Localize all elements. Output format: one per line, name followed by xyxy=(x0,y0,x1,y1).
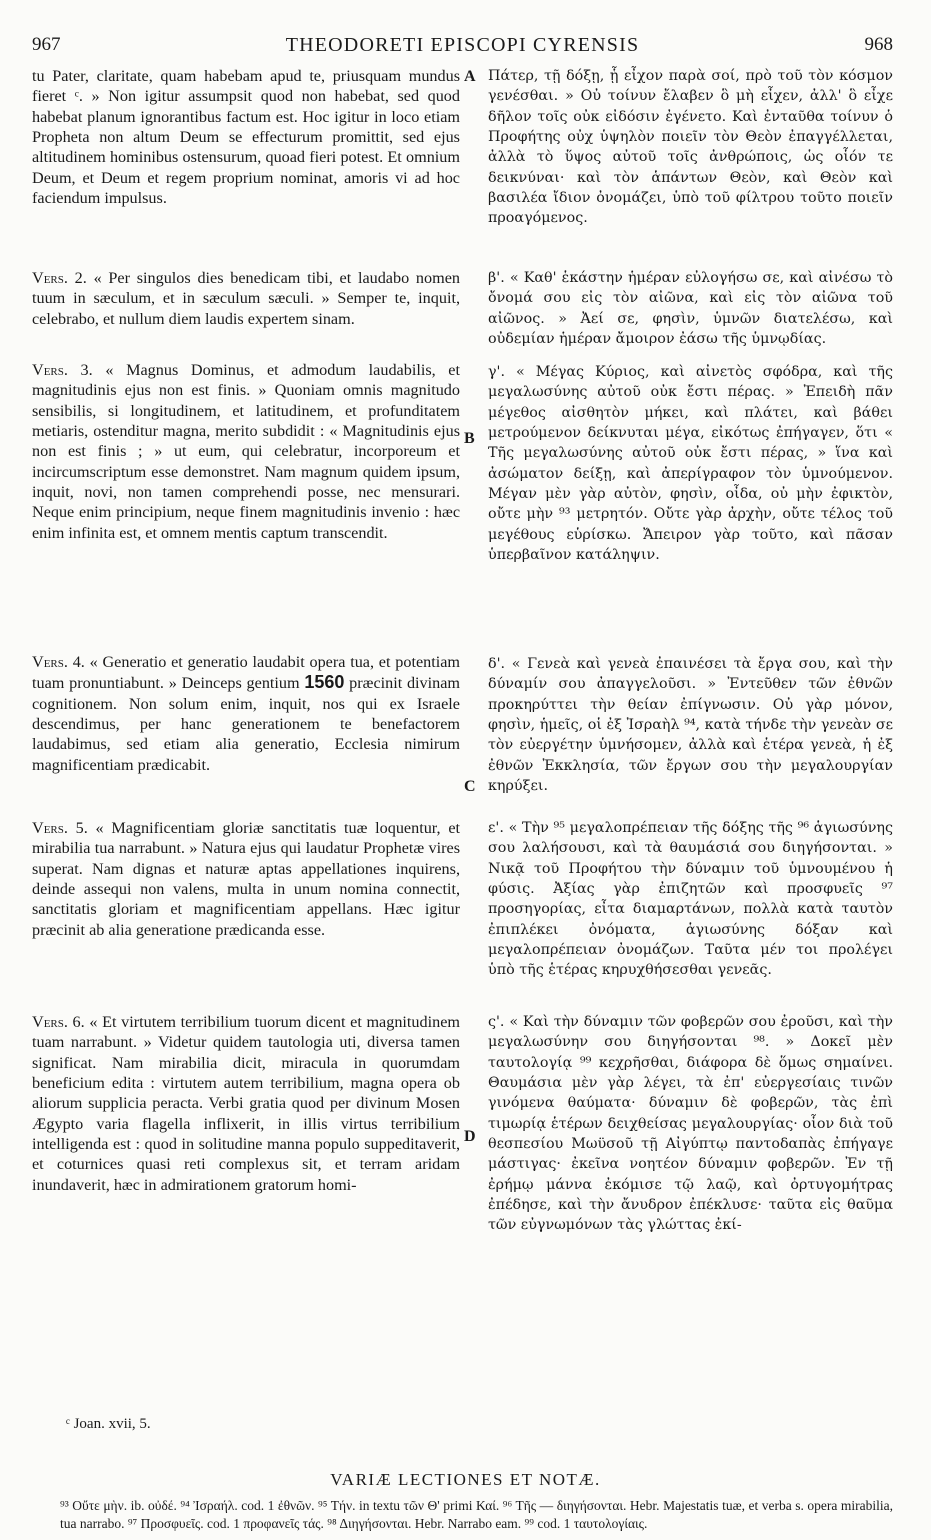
greek-verse-5 xyxy=(488,818,893,981)
running-title: THEODORETI EPISCOPI CYRENSIS xyxy=(285,34,640,56)
verse-label: Vers. 5. xyxy=(32,819,88,837)
page-number-left: 967 xyxy=(32,34,61,55)
latin-verse-5 xyxy=(32,818,460,940)
latin-paragraph-intro xyxy=(32,66,460,208)
migne-column-number: 1560 xyxy=(304,672,345,693)
margin-marker-c: C xyxy=(464,778,476,795)
greek-text: ς'. « Καὶ τὴν δύναμιν τῶν φοβερῶν σου ἐροῦσι, καὶ τὴν μεγαλωσύνην σου διηγήσονται ⁹⁸. » Δοκεῖ μὲν ταυτολογίᾳ ⁹⁹ κεχρῆσθαι, διάφορα δὲ ὅμως σημαίνει. Θαυμάσια μὲν γὰρ λέγει, τὰ ἐπ' εὐεργεσίαις τινῶν γινόμενα θαύματα· δύναμιν δὲ φοβερῶν, τὰς ἐπὶ τιμωρίᾳ ἑτέρων δειχθείσας μεγαλουργίας· οἷον διὰ τοῦ θεσπεσίου Μωϋσοῦ τῇ Αἰγύπτῳ παντοδαπὰς ἐπήγαγε μάστιγας· ἐκεῖνα νοητέον δύναμιν φοβερῶν. Ἐν τῇ ἐρήμῳ μάννα ἐκόμισε τῷ λαῷ, καὶ ὀρτυγομήτρας ἐπέδησε, καὶ τὴν ἄνυδρον ἐπέκλυσε· ταῦτα εἰς θαῦμα τῶν εὐγνωμόνων τὰς γλώττας ἐκί- xyxy=(488,1014,893,1234)
margin-marker-b: B xyxy=(464,430,475,447)
verse-label: Vers. 3. xyxy=(32,361,93,379)
verse-label: Vers. 6. xyxy=(32,1013,85,1031)
latin-verse-4 xyxy=(32,652,460,775)
latin-text: « Per singulos dies benedicam tibi, et laudabo nomen tuum in sæculum, et in sæculum sæculi. » Semper te, inquit, celebrabo, et nullum diem laudis expertem sinam. xyxy=(32,269,460,328)
greek-text: ε'. « Τὴν ⁹⁵ μεγαλοπρέπειαν τῆς δόξης τῆς ⁹⁶ ἁγιωσύνης σου λαλήσουσι, καὶ τὰ θαυμάσιά σου διηγήσονται. » Νικᾷ τοῦ Προφήτου τὴν δύναμιν τοῦ ὑμνουμένου ἡ φύσις. Ἀξίας γὰρ ἐπιζητῶν καὶ προσφυεῖς ⁹⁷ προσηγορίας, εἶτα διαμαρτάνων, πολλὰ κατὰ ταυτὸν ἐπιπλέκει ὀνόματα, ἁγιωσύνης δόξαν καὶ μεγαλοπρέπειαν ὀνομάζων. Ταῦτα μέν τοι προλέγει ὑπὸ τῆς ἑτέρας κηρυχθήσεσθαι γενεᾶς. xyxy=(488,820,893,979)
variant-notes: ⁹³ Οὔτε μὴν. ib. οὐδέ. ⁹⁴ Ἰσραήλ. cod. 1 ἐθνῶν. ⁹⁵ Τήν. in textu τῶν Θ' primi Καί. ⁹⁶ Τῆς — διηγήσονται. Hebr. Majestatis tuæ, et verba s. opera mirabilia, tua narrabo. ⁹⁷ Προσφυεῖς. cod. 1 προφανεῖς τάς. ⁹⁸ Διηγήσονται. Hebr. Narrabo eam. ⁹⁹ cod. 1 ταυτολογίαις. xyxy=(60,1498,893,1531)
latin-verse-3 xyxy=(32,360,460,543)
latin-text: « Generatio et generatio laudabit opera tua, et potentiam tuam pronuntiabunt. » Deinceps gentium xyxy=(32,653,460,693)
page-number-right: 968 xyxy=(864,34,893,55)
footnote: ᶜ Joan. xvii, 5. xyxy=(66,1416,151,1432)
greek-verse-4 xyxy=(488,654,893,796)
verse-label: Vers. 2. xyxy=(32,269,87,287)
greek-text: β'. « Καθ' ἑκάστην ἡμέραν εὐλογήσω σε, καὶ αἰνέσω τὸ ὄνομά σου εἰς τὸν αἰῶνα, καὶ εἰς τὸν αἰῶνα τοῦ αἰῶνος. » Ἀεί σε, φησὶν, ὑμνῶν διατελέσω, καὶ οὐδεμίαν ἡμέραν ἄμοιρον ἐάσω τῆς ὑμνῳδίας. xyxy=(488,270,893,348)
greek-verse-3 xyxy=(488,362,893,565)
latin-verse-2 xyxy=(32,268,460,329)
greek-verse-2 xyxy=(488,268,893,349)
latin-text: tu Pater, claritate, quam habebam apud te, priusquam mundus fieret ᶜ. » Non igitur assumpsit quod non habebat, sed quod habebat planum ignorantibus factum est. Hoc igitur in loco etiam Propheta non altum Deum se effecturum promittit, sed ejus altitudinem hominibus ostensurum, quoad fieri potest. Et omnium Deum, et Deum et regem proprium nominat, amoris vi ad hoc faciendum impulsus. xyxy=(32,67,460,208)
page-header xyxy=(32,34,893,64)
latin-text: « Magnus Dominus, et admodum laudabilis, et magnitudinis ejus non est finis. » Quoniam omnis magnitudo sensibilis, si longitudinem, et latitudinem, et profunditatem metiaris, ostenditur magna, merito subdidit : « Magnitudinis ejus non est finis ; » ut eum, qui celebratur, incorporeum et incircumscriptum esse demonstret. Nam magnum quidem ipsum, inquit, novi, non tamen comprehendi posse, nec mensurari. Neque enim principium, neque finem magnitudinis invenio : hæc enim infinita est, et omnem mentis captum transcendit. xyxy=(32,361,460,542)
latin-verse-6 xyxy=(32,1012,460,1195)
latin-text: « Magnificentiam gloriæ sanctitatis tuæ loquentur, et mirabilia tua narrabunt. » Natura ejus qui laudatur Prophetæ vires superat. Nam dignas et naturæ aptas appellationes inquirens, deinde assequi non valens, multa in unum nomina connectit, sanctitatis gloriam et magnificentiam appellans. Hæc igitur præcinit ab alia generatione prædicanda esse. xyxy=(32,819,461,939)
greek-paragraph-intro xyxy=(488,66,893,229)
greek-verse-6 xyxy=(488,1012,893,1236)
margin-marker-d: D xyxy=(464,1128,476,1145)
greek-text: δ'. « Γενεὰ καὶ γενεὰ ἐπαινέσει τὰ ἔργα σου, καὶ τὴν δύναμίν σου ἀπαγγελοῦσι. » Ἐντεῦθεν τῶν ἐθνῶν προκηρύττει τὴν θείαν ἐπίγνωσιν. Οὐ γὰρ μόνον, φησὶν, ἡμεῖς, οἱ ἐξ Ἰσραὴλ ⁹⁴, κατὰ τήνδε τὴν γενεὰν σε τὸν εὐεργέτην ὑμνήσομεν, ἀλλὰ καὶ ἑτέρα γενεὰ, ἡ ἐξ ἐθνῶν Ἐκκλησία, τῶν ἔργων σου τὴν μεγαλουργίαν κηρύξει. xyxy=(488,656,893,795)
verse-label: Vers. 4. xyxy=(32,653,85,671)
latin-text: præcinit divinam cognitionem. Non solum enim, inquit, nos qui ex Israele descendimus, per hanc generationem te benefactorem laudabimus, sed etiam alia generatio, Ecclesia nimirum magnificentiam prædicabit. xyxy=(32,674,461,774)
margin-marker-a: A xyxy=(464,68,476,85)
greek-text: Πάτερ, τῇ δόξῃ, ᾗ εἶχον παρὰ σοί, πρὸ τοῦ τὸν κόσμον γενέσθαι. » Οὐ τοίνυν ἔλαβεν ὃ μὴ εἶχεν, ἀλλ' ὃ εἶχε δῆλον τοῖς οὐκ εἰδόσιν ἐγένετο. Καὶ ἐνταῦθα τοίνυν ὁ Προφήτης οὐχ ὑψηλὸν ποιεῖν τὸν Θεὸν ἐπαγγέλλεται, ἀλλὰ τὸ ὕψος αὐτοῦ τοῖς ἀνθρώποις, ὡς οἷόν τε δεικνύναι· καὶ τὸν ἁπάντων Θεὸν, καὶ Θεὸν καὶ βασιλέα ἴδιον ὀνομάζει, ὑπὸ τοῦ φίλτρου τοῦτο ποιεῖν προαγόμενος. xyxy=(488,68,893,227)
notes-title: VARIÆ LECTIONES ET NOTÆ. xyxy=(330,1470,601,1489)
latin-text: « Et virtutem terribilium tuorum dicent et magnitudinem tuam narrabunt. » Videtur quidem tautologia uti, diversa tamen significat. Nam mirabilia dicit, miracula in quorumdam beneficium edita : virtutem autem terribilium, magna opera ob aliorum supplicia peracta. Verbi gratia quod per divinum Mosen Ægypto varia flagella inflixerit, in illis virtus terribilium intelligenda est : quod in solitudine manna populo suppeditaverit, et coturnices quasi reti complexus sit, et terram aridam inundaverit, hæc in admirationem gratorum homi- xyxy=(32,1013,460,1194)
greek-text: γ'. « Μέγας Κύριος, καὶ αἰνετὸς σφόδρα, καὶ τῆς μεγαλωσύνης αὐτοῦ οὐκ ἔστι πέρας. » Ἐπειδὴ πᾶν μέγεθος αἰσθητὸν μήκει, καὶ πλάτει, καὶ βάθει μετρούμενον δείκνυται μέγα, εἰκότως ἐπήγαγεν, ὅτι « Τῆς μεγαλωσύνης αὐτοῦ οὐκ ἔστι πέρας, » ἵνα καὶ ἀσώματον δείξῃ, καὶ ἀπερίγραφον τὸν ὑμνούμενον. Μέγαν μὲν γὰρ αὐτὸν, φησὶν, οἶδα, οὐ μὴν ἐφικτὸν, οὔτε μὴν ⁹³ μετρητόν. Οὔτε γὰρ ἀρχὴν, οὔτε τέλος τοῦ μεγέθους εὑρίσκω. Ἄπειρον γὰρ τοῦτο, καὶ πᾶσαν ὑπερβαῖνον κατάληψιν. xyxy=(488,364,893,564)
